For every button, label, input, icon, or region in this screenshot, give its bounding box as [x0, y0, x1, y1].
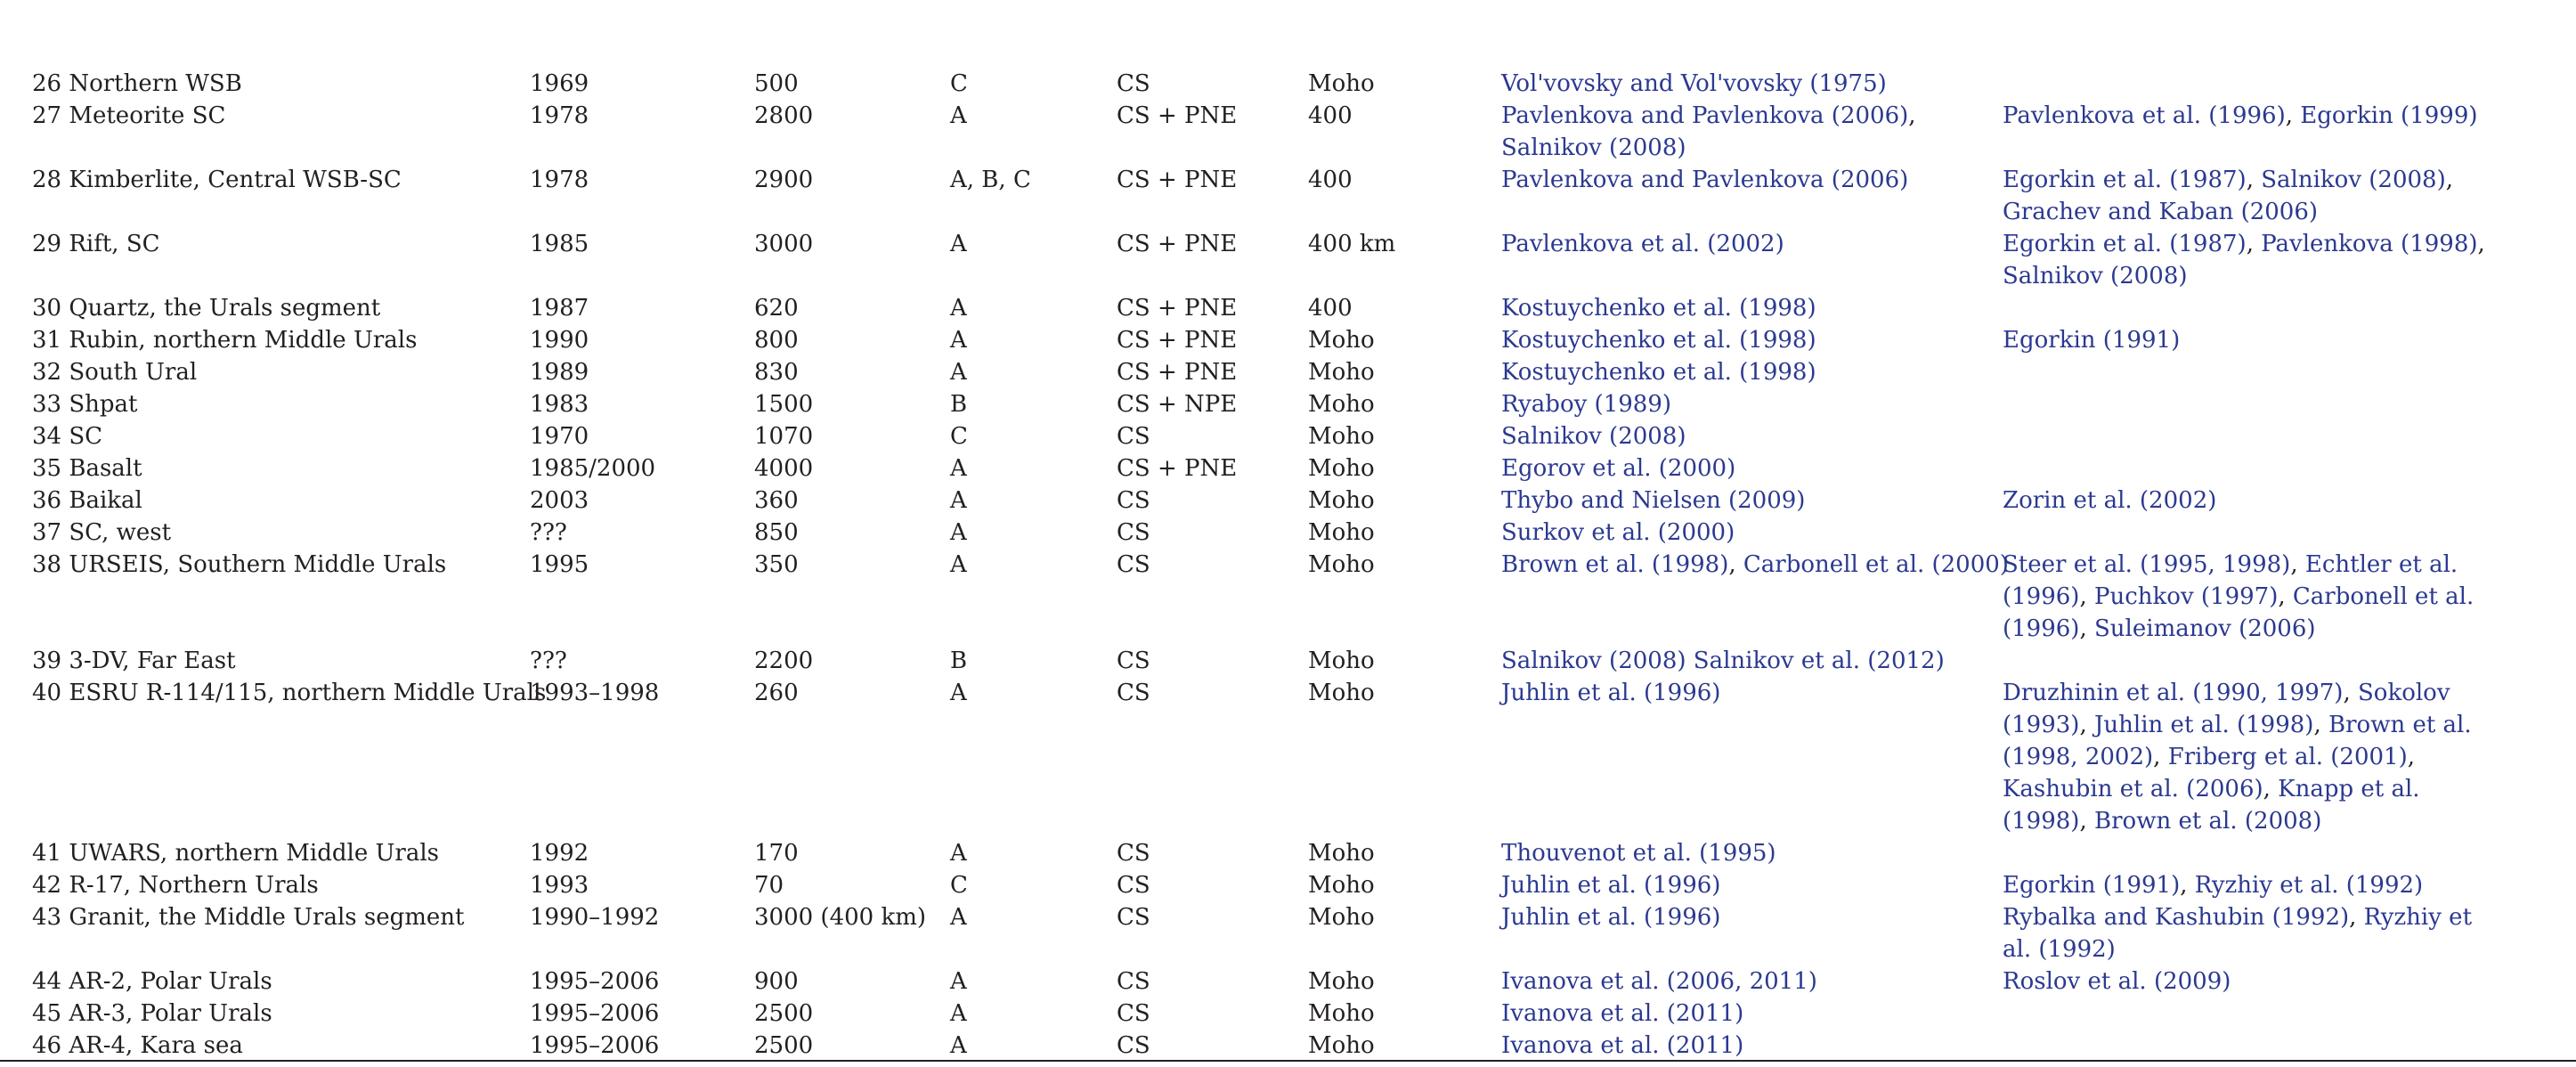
- citation-link[interactable]: Thybo and Nielsen (2009): [1501, 487, 1806, 514]
- profile-depth: Moho: [1308, 519, 1375, 546]
- profile-reference: [1501, 901, 1720, 933]
- separator: ,: [2079, 615, 2094, 642]
- profile-additional-references: [2003, 164, 2501, 228]
- profile-source: CS: [1117, 840, 1150, 867]
- profile-length: 170: [754, 840, 799, 867]
- profile-name: 28 Kimberlite, Central WSB-SC: [32, 167, 402, 193]
- profile-length: 2500: [754, 1032, 814, 1059]
- separator: ,: [2285, 102, 2301, 129]
- profile-reference: [1501, 100, 1916, 164]
- citation-link[interactable]: Grachev and Kaban (2006): [2003, 199, 2319, 225]
- profile-category: A: [950, 1000, 967, 1027]
- profile-depth: Moho: [1308, 680, 1375, 706]
- citation-link[interactable]: Ivanova et al. (2011): [1501, 1032, 1744, 1059]
- profile-length: 2500: [754, 1000, 814, 1027]
- profile-reference: [1501, 837, 1776, 869]
- citation-link[interactable]: Salnikov (2008): [1501, 648, 1686, 674]
- citation-link[interactable]: Egorkin et al. (1987): [2003, 231, 2247, 257]
- profile-name: 46 AR-4, Kara sea: [32, 1032, 243, 1059]
- citation-link[interactable]: Brown et al. (1998): [1501, 551, 1729, 578]
- profile-category: A: [950, 904, 967, 931]
- profile-length: 620: [754, 295, 799, 322]
- citation-link[interactable]: Juhlin et al. (1996): [1501, 872, 1721, 899]
- profile-source: CS: [1117, 487, 1150, 514]
- profile-source: CS: [1117, 680, 1150, 706]
- citation-link[interactable]: Puchkov (1997): [2094, 583, 2279, 610]
- separator: ,: [2343, 680, 2358, 706]
- separator: ,: [2290, 551, 2305, 578]
- citation-link[interactable]: Pavlenkova (1998): [2261, 231, 2478, 257]
- profile-year: 1989: [530, 359, 589, 386]
- citation-link[interactable]: Salnikov (2008): [1501, 423, 1686, 450]
- profile-category: A: [950, 359, 967, 386]
- separator: ,: [2180, 872, 2195, 899]
- profile-length: 2900: [754, 167, 814, 193]
- profile-depth: Moho: [1308, 455, 1375, 482]
- profile-name: 39 3-DV, Far East: [32, 648, 236, 674]
- separator: ,: [1908, 102, 1916, 129]
- profile-reference: [1501, 228, 1784, 260]
- profile-length: 260: [754, 680, 799, 706]
- separator: ,: [2079, 808, 2094, 835]
- citation-link[interactable]: Salnikov (2008): [2003, 263, 2188, 289]
- profile-source: CS: [1117, 872, 1150, 899]
- separator: ,: [2477, 231, 2485, 257]
- profile-reference: [1501, 549, 2009, 581]
- profile-length: 350: [754, 551, 799, 578]
- profile-length: 500: [754, 70, 799, 97]
- profile-depth: Moho: [1308, 391, 1375, 418]
- profile-year: 1978: [530, 167, 589, 193]
- profile-reference: [1501, 324, 1816, 356]
- citation-link[interactable]: Ryzhiy et al. (1992): [2194, 872, 2424, 899]
- profile-depth: Moho: [1308, 968, 1375, 995]
- profile-source: CS: [1117, 1000, 1150, 1027]
- profile-name: 36 Baikal: [32, 487, 142, 514]
- profile-reference: [1501, 388, 1671, 420]
- profile-source: CS: [1117, 904, 1150, 931]
- profile-depth: Moho: [1308, 487, 1375, 514]
- profile-reference: [1501, 452, 1735, 485]
- profile-name: 26 Northern WSB: [32, 70, 242, 97]
- profile-category: C: [950, 872, 968, 899]
- profile-depth: 400 km: [1308, 231, 1396, 257]
- profile-depth: Moho: [1308, 1000, 1375, 1027]
- profile-name: 29 Rift, SC: [32, 231, 160, 257]
- citation-link[interactable]: Juhlin et al. (1998): [2094, 712, 2314, 738]
- separator: ,: [1728, 551, 1743, 578]
- profile-category: A: [950, 327, 967, 354]
- profile-length: 800: [754, 327, 799, 354]
- profile-length: 3000 (400 km): [754, 904, 927, 931]
- citation-link[interactable]: Knapp et al. (1998): [2003, 776, 2420, 835]
- profile-category: A: [950, 1032, 967, 1059]
- profile-year: 1995: [530, 551, 589, 578]
- citation-link[interactable]: Juhlin et al. (1996): [1501, 680, 1721, 706]
- profile-year: 1969: [530, 70, 589, 97]
- profile-source: CS + PNE: [1117, 102, 1238, 129]
- profile-depth: 400: [1308, 167, 1353, 193]
- profile-name: 32 South Ural: [32, 359, 198, 386]
- separator: ,: [2153, 744, 2168, 770]
- profile-category: C: [950, 70, 968, 97]
- profile-length: 4000: [754, 455, 814, 482]
- citation-link[interactable]: Brown et al. (2008): [2094, 808, 2322, 835]
- profile-source: CS: [1117, 968, 1150, 995]
- citation-link[interactable]: Ryaboy (1989): [1501, 391, 1672, 418]
- profile-year: 1992: [530, 840, 589, 867]
- profile-additional-references: [2003, 100, 2501, 132]
- profile-depth: 400: [1308, 102, 1353, 129]
- profile-name: 38 URSEIS, Southern Middle Urals: [32, 551, 447, 578]
- profile-year: 1990–1992: [530, 904, 660, 931]
- citation-link[interactable]: Salnikov et al. (2012): [1693, 648, 1945, 674]
- profile-name: 34 SC: [32, 423, 103, 450]
- profile-name: 43 Granit, the Middle Urals segment: [32, 904, 465, 931]
- profile-depth: Moho: [1308, 423, 1375, 450]
- profile-depth: Moho: [1308, 359, 1375, 386]
- citation-link[interactable]: Ivanova et al. (2006, 2011): [1501, 968, 1817, 995]
- profile-category: C: [950, 423, 968, 450]
- profile-source: CS + PNE: [1117, 327, 1238, 354]
- profile-name: 42 R-17, Northern Urals: [32, 872, 319, 899]
- profile-reference: [1501, 485, 1805, 517]
- profile-reference: [1501, 68, 1887, 100]
- citation-link[interactable]: Friberg et al. (2001): [2167, 744, 2408, 770]
- citation-link[interactable]: Pavlenkova and Pavlenkova (2006): [1501, 102, 1909, 129]
- citation-link[interactable]: Druzhinin et al. (1990, 1997): [2003, 680, 2344, 706]
- profile-depth: Moho: [1308, 551, 1375, 578]
- profile-source: CS: [1117, 551, 1150, 578]
- profile-depth: Moho: [1308, 840, 1375, 867]
- citation-link[interactable]: Egorkin (1991): [2003, 327, 2181, 354]
- profile-additional-references: [2003, 485, 2501, 517]
- separator: ,: [2278, 583, 2293, 610]
- citation-link[interactable]: Ivanova et al. (2011): [1501, 1000, 1744, 1027]
- profile-year: 1993–1998: [530, 680, 660, 706]
- profile-category: A: [950, 968, 967, 995]
- profile-reference: [1501, 517, 1735, 549]
- separator: ,: [2263, 776, 2279, 802]
- profile-depth: Moho: [1308, 648, 1375, 674]
- profile-length: 3000: [754, 231, 814, 257]
- profile-depth: Moho: [1308, 327, 1375, 354]
- profile-length: 2200: [754, 648, 814, 674]
- profile-length: 830: [754, 359, 799, 386]
- profile-name: 41 UWARS, northern Middle Urals: [32, 840, 439, 867]
- profile-reference: [1501, 420, 1686, 452]
- profile-source: CS: [1117, 70, 1150, 97]
- citation-link[interactable]: Pavlenkova et al. (1996): [2003, 102, 2286, 129]
- profile-year: 1995–2006: [530, 1032, 660, 1059]
- profile-source: CS + PNE: [1117, 167, 1238, 193]
- profile-name: 40 ESRU R-114/115, northern Middle Urals: [32, 680, 547, 706]
- profile-source: CS: [1117, 1032, 1150, 1059]
- separator: [1686, 648, 1694, 674]
- profile-depth: 400: [1308, 295, 1353, 322]
- citation-link[interactable]: Egorkin (1999): [2300, 102, 2478, 129]
- profile-year: 1993: [530, 872, 589, 899]
- profile-additional-references: [2003, 965, 2501, 998]
- citation-link[interactable]: Egorkin et al. (1987): [2003, 167, 2247, 193]
- citation-link[interactable]: Brown et al. (1998, 2002): [2003, 712, 2472, 770]
- profile-name: 27 Meteorite SC: [32, 102, 226, 129]
- citation-link[interactable]: Sokolov (1993): [2003, 680, 2450, 738]
- profile-name: 44 AR-2, Polar Urals: [32, 968, 272, 995]
- profile-reference: [1501, 869, 1720, 901]
- profile-additional-references: [2003, 869, 2501, 901]
- profile-reference: [1501, 677, 1720, 709]
- profile-year: ???: [530, 519, 567, 546]
- profile-category: A: [950, 102, 967, 129]
- separator: ,: [2246, 167, 2262, 193]
- citation-link[interactable]: Steer et al. (1995, 1998): [2003, 551, 2291, 578]
- citation-link[interactable]: Pavlenkova et al. (2002): [1501, 231, 1784, 257]
- profile-category: A: [950, 519, 967, 546]
- citation-link[interactable]: Zorin et al. (2002): [2003, 487, 2217, 514]
- profile-category: A: [950, 840, 967, 867]
- profile-source: CS + PNE: [1117, 359, 1238, 386]
- citation-link[interactable]: Carbonell et al. (2000): [1743, 551, 2009, 578]
- citation-link[interactable]: Ryzhiy et al. (1992): [2003, 904, 2473, 963]
- citation-link[interactable]: Roslov et al. (2009): [2003, 968, 2231, 995]
- profile-source: CS: [1117, 519, 1150, 546]
- citation-link[interactable]: Pavlenkova and Pavlenkova (2006): [1501, 167, 1909, 193]
- profile-additional-references: [2003, 324, 2501, 356]
- profile-length: 1500: [754, 391, 814, 418]
- citation-link[interactable]: Surkov et al. (2000): [1501, 519, 1735, 546]
- profile-category: A: [950, 680, 967, 706]
- profile-source: CS + PNE: [1117, 295, 1238, 322]
- citation-link[interactable]: Thouvenot et al. (1995): [1501, 840, 1776, 867]
- profile-source: CS + PNE: [1117, 231, 1238, 257]
- profile-length: 2800: [754, 102, 814, 129]
- citation-link[interactable]: Egorov et al. (2000): [1501, 455, 1736, 482]
- citation-link[interactable]: Kostuychenko et al. (1998): [1501, 359, 1816, 386]
- citation-link[interactable]: Salnikov (2008): [1501, 134, 1686, 161]
- profile-year: 2003: [530, 487, 589, 514]
- profile-length: 900: [754, 968, 799, 995]
- profile-year: ???: [530, 648, 567, 674]
- profile-year: 1995–2006: [530, 968, 660, 995]
- profile-category: A: [950, 455, 967, 482]
- profile-reference: [1501, 356, 1816, 388]
- profile-length: 850: [754, 519, 799, 546]
- profile-reference: [1501, 1030, 1743, 1062]
- profile-category: A, B, C: [950, 167, 1031, 193]
- profile-category: B: [950, 391, 968, 418]
- profile-category: A: [950, 487, 967, 514]
- profile-additional-references: [2003, 677, 2501, 837]
- separator: ,: [2349, 904, 2364, 931]
- profile-year: 1983: [530, 391, 589, 418]
- profile-name: 30 Quartz, the Urals segment: [32, 295, 381, 322]
- profile-category: A: [950, 295, 967, 322]
- citation-link[interactable]: Carbonell et al. (1996): [2003, 583, 2474, 642]
- profile-length: 70: [754, 872, 784, 899]
- profile-name: 33 Shpat: [32, 391, 138, 418]
- separator: ,: [2313, 712, 2328, 738]
- profile-year: 1987: [530, 295, 589, 322]
- citation-link[interactable]: Salnikov (2008): [2261, 167, 2446, 193]
- citation-link[interactable]: Juhlin et al. (1996): [1501, 904, 1721, 931]
- table-bottom-rule: [0, 1060, 2576, 1062]
- separator: ,: [2246, 231, 2262, 257]
- separator: ,: [2079, 712, 2094, 738]
- profile-depth: Moho: [1308, 904, 1375, 931]
- profile-year: 1985/2000: [530, 455, 656, 482]
- profile-name: 31 Rubin, northern Middle Urals: [32, 327, 418, 354]
- profile-name: 35 Basalt: [32, 455, 142, 482]
- profile-depth: Moho: [1308, 872, 1375, 899]
- profile-year: 1995–2006: [530, 1000, 660, 1027]
- profile-year: 1978: [530, 102, 589, 129]
- profile-reference: [1501, 645, 1945, 677]
- profile-year: 1985: [530, 231, 589, 257]
- citation-link[interactable]: Kostuychenko et al. (1998): [1501, 327, 1816, 354]
- profile-source: CS + NPE: [1117, 391, 1238, 418]
- profile-length: 1070: [754, 423, 814, 450]
- profile-additional-references: [2003, 228, 2501, 292]
- profile-additional-references: [2003, 549, 2501, 645]
- separator: ,: [2445, 167, 2453, 193]
- citation-link[interactable]: Vol'vovsky and Vol'vovsky (1975): [1501, 70, 1887, 97]
- profile-source: CS + PNE: [1117, 455, 1238, 482]
- citation-link[interactable]: Egorkin (1991): [2003, 872, 2181, 899]
- profile-category: A: [950, 551, 967, 578]
- citation-link[interactable]: Echtler et al. (1996): [2003, 551, 2458, 610]
- profile-depth: Moho: [1308, 1032, 1375, 1059]
- profile-reference: [1501, 965, 1817, 998]
- profile-additional-references: [2003, 901, 2501, 965]
- citation-link[interactable]: Suleimanov (2006): [2094, 615, 2316, 642]
- profile-name: 45 AR-3, Polar Urals: [32, 1000, 272, 1027]
- separator: ,: [2079, 583, 2094, 610]
- profile-length: 360: [754, 487, 799, 514]
- separator: ,: [2407, 744, 2416, 770]
- profile-year: 1990: [530, 327, 589, 354]
- profile-source: CS: [1117, 648, 1150, 674]
- profile-category: A: [950, 231, 967, 257]
- profile-category: B: [950, 648, 968, 674]
- citation-link[interactable]: Rybalka and Kashubin (1992): [2003, 904, 2350, 931]
- citation-link[interactable]: Kashubin et al. (2006): [2003, 776, 2263, 802]
- profile-name: 37 SC, west: [32, 519, 172, 546]
- profile-reference: [1501, 164, 1908, 196]
- profile-source: CS: [1117, 423, 1150, 450]
- profile-reference: [1501, 292, 1816, 324]
- profile-reference: [1501, 998, 1743, 1030]
- profile-year: 1970: [530, 423, 589, 450]
- profile-depth: Moho: [1308, 70, 1375, 97]
- citation-link[interactable]: Kostuychenko et al. (1998): [1501, 295, 1816, 322]
